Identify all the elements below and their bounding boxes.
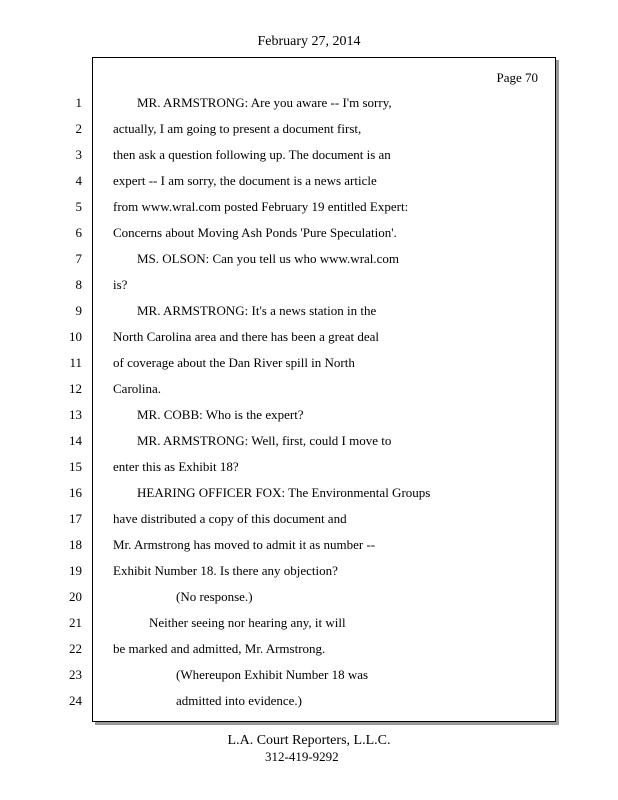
transcript-line: actually, I am going to present a document first, — [113, 121, 362, 136]
transcript-line: admitted into evidence.) — [176, 693, 302, 708]
transcript-line: of coverage about the Dan River spill in North — [113, 355, 355, 370]
transcript-line: (No response.) — [176, 589, 253, 604]
line-number: 7 — [75, 251, 82, 266]
footer-phone: 312-419-9292 — [265, 749, 339, 764]
transcript-line: be marked and admitted, Mr. Armstrong. — [113, 641, 326, 656]
line-number: 8 — [75, 277, 82, 292]
transcript-line: expert -- I am sorry, the document is a news article — [113, 173, 377, 188]
line-number: 23 — [69, 667, 82, 682]
page-number: Page 70 — [496, 70, 538, 85]
transcript-line: MR. ARMSTRONG: It's a news station in the — [137, 303, 377, 318]
transcript-line: is? — [113, 277, 128, 292]
line-number: 14 — [69, 433, 82, 448]
line-number: 15 — [69, 459, 82, 474]
transcript-line: have distributed a copy of this document and — [113, 511, 347, 526]
line-number: 3 — [75, 147, 82, 162]
line-number: 22 — [69, 641, 82, 656]
footer-company: L.A. Court Reporters, L.L.C. — [227, 733, 391, 748]
transcript-line: then ask a question following up. The document is an — [113, 147, 391, 162]
line-number: 5 — [75, 199, 82, 214]
transcript-line: Mr. Armstrong has moved to admit it as number -- — [113, 537, 376, 552]
line-number: 9 — [75, 303, 82, 318]
line-number: 10 — [69, 329, 82, 344]
transcript-line: (Whereupon Exhibit Number 18 was — [176, 667, 369, 682]
transcript-line: Concerns about Moving Ash Ponds 'Pure Speculation'. — [113, 225, 397, 240]
line-number: 19 — [69, 563, 82, 578]
transcript-line: enter this as Exhibit 18? — [113, 459, 239, 474]
header-date: February 27, 2014 — [257, 34, 361, 49]
line-number: 1 — [75, 95, 82, 110]
transcript-line: from www.wral.com posted February 19 entitled Expert: — [113, 199, 409, 214]
line-number: 17 — [69, 511, 82, 526]
transcript-line: North Carolina area and there has been a great deal — [113, 329, 380, 344]
line-number: 2 — [75, 121, 82, 136]
line-number: 11 — [69, 355, 82, 370]
line-number: 20 — [69, 589, 82, 604]
transcript-line: MR. COBB: Who is the expert? — [137, 407, 304, 422]
line-number: 21 — [69, 615, 82, 630]
line-number: 12 — [69, 381, 82, 396]
transcript-line: Neither seeing nor hearing any, it will — [149, 615, 346, 630]
line-number: 4 — [75, 173, 82, 188]
transcript-line: MS. OLSON: Can you tell us who www.wral.com — [137, 251, 400, 266]
line-number: 18 — [69, 537, 82, 552]
line-number: 24 — [69, 693, 82, 708]
transcript-line: MR. ARMSTRONG: Well, first, could I move to — [137, 433, 392, 448]
transcript-line: Carolina. — [113, 381, 162, 396]
transcript-line: Exhibit Number 18. Is there any objection? — [113, 563, 338, 578]
line-number: 13 — [69, 407, 82, 422]
line-number: 6 — [75, 225, 82, 240]
transcript-line: HEARING OFFICER FOX: The Environmental Groups — [137, 485, 431, 500]
transcript-line: MR. ARMSTRONG: Are you aware -- I'm sorry, — [137, 95, 392, 110]
line-number: 16 — [69, 485, 82, 500]
